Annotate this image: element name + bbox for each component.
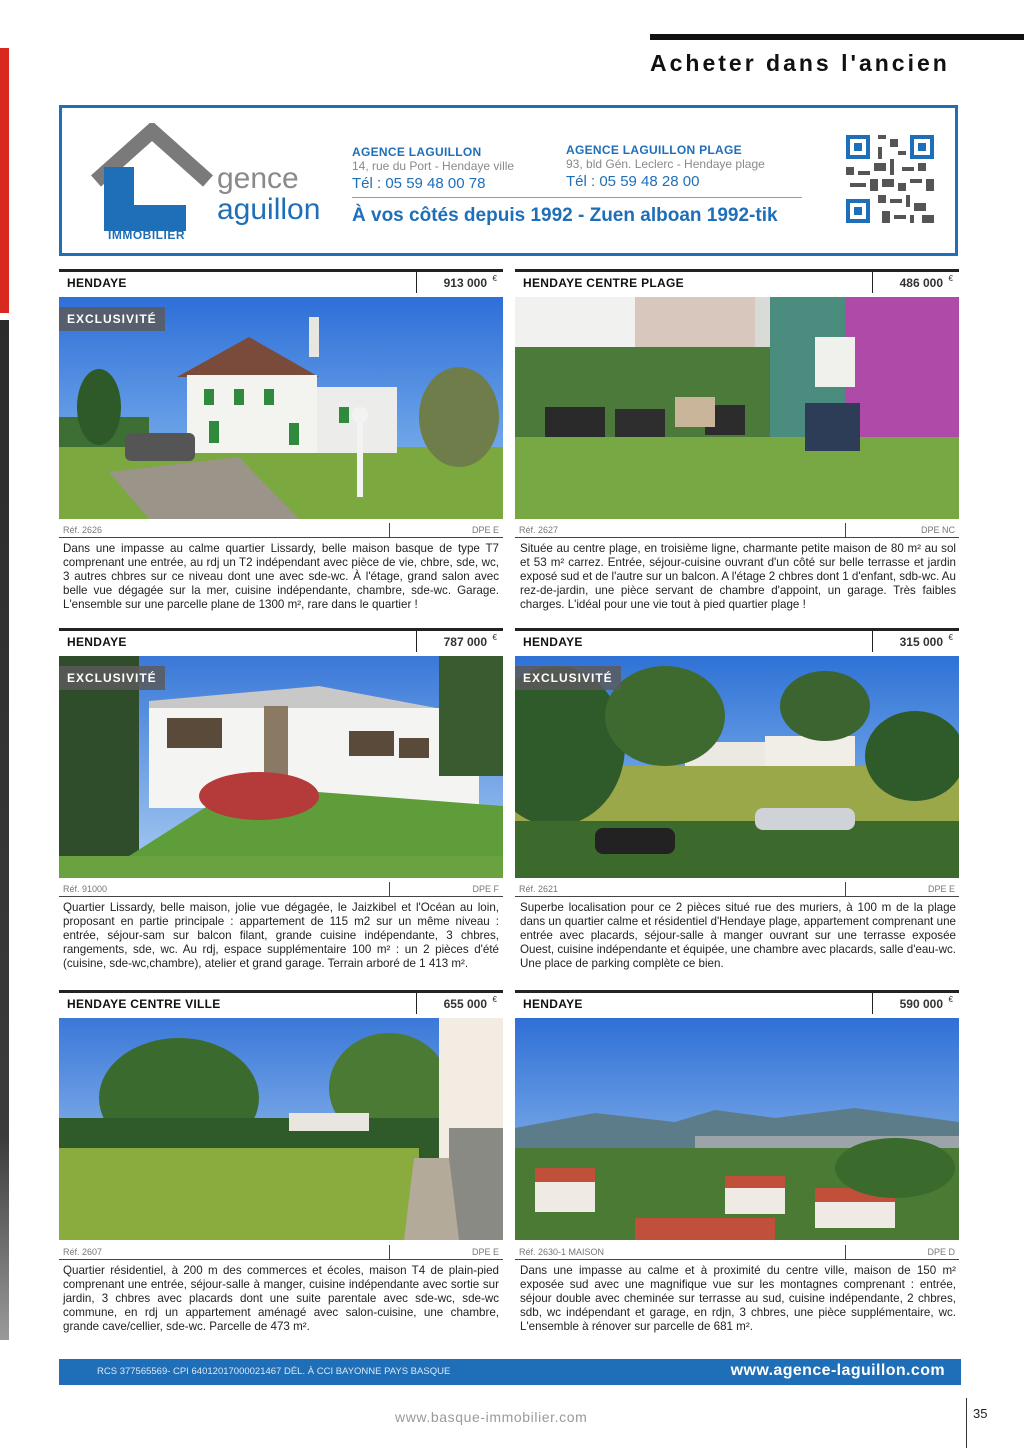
section-title: Acheter dans l'ancien — [650, 50, 950, 76]
euro-sign: € — [948, 274, 953, 283]
house-logo-icon — [90, 123, 230, 243]
listing-5-photo[interactable] — [59, 1018, 503, 1240]
listing-1-description: Dans une impasse au calme quartier Lissardy, belle maison basque de type T7 comprenant une entrée, au rdj un T2 indépendant avec pièce de vie, chbre, sde, wc, 3 autres chbres sur ce niveau dont une avec sde-wc. À l'étage, grand salon avec belle vue dégagée sur la mer, cuisine indépendante, chambre, sde-wc. Garage. L'ensemble sur une parcelle plane de 1300 m², rare dans le quartier ! — [63, 542, 499, 611]
euro-sign: € — [948, 633, 953, 642]
listing-4-description: Superbe localisation pour ce 2 pièces situé rue des muriers, à 100 m de la plage dans un quartier calme et résidentiel d'Hendaye plage, appartement comprenant une entrée avec placards, séjour-salle à manger ouvrant sur une terrasse exposée Ouest, cuisine indépendante et équipée, une chambre avec placards, salle d'eau-wc. Une place de parking complète ce bien. — [520, 901, 956, 970]
listing-3-dpe: DPE F — [472, 884, 499, 894]
office1-address: 14, rue du Port - Hendaye ville — [352, 159, 515, 173]
page-edge-red — [0, 48, 9, 313]
page-number-box — [966, 1398, 997, 1448]
office2-address: 93, bld Gén. Leclerc - Hendaye plage — [566, 157, 765, 171]
banner-divider — [352, 197, 802, 198]
listing-5-city: HENDAYE CENTRE VILLE — [67, 997, 221, 1011]
listing-4-ref-row — [515, 882, 959, 897]
listing-6-dpe: DPE D — [927, 1247, 955, 1257]
page-edge-dark — [0, 320, 9, 1340]
logo-text-aguillon: aguillon — [217, 193, 321, 226]
listing-4-city: HENDAYE — [523, 635, 583, 649]
listing-1-ref: Réf. 2626 — [63, 525, 103, 535]
listing-5-header — [59, 990, 503, 1014]
logo-subtitle: IMMOBILIER — [108, 228, 185, 242]
listing-2-image — [515, 297, 959, 519]
listing-6-city: HENDAYE — [523, 997, 583, 1011]
listing-3-description: Quartier Lissardy, belle maison, jolie vue dégagée, le Jaizkibel et l'Océan au loin, proposant en partie principale : appartement de 115 m2 sur un même niveau : entrée, séjour-sam sur balcon filant, grande cuisine indépendante, 3 chbres, rangements, sde, wc. Au rdj, espace supplémentaire 100 m² : un 2 pièces d'été (cuisine, sde-wc,chambre), atelier et grand garage. Terrain arboré de 1 413 m². — [63, 901, 499, 970]
listing-5-description: Quartier résidentiel, à 200 m des commerces et écoles, maison T4 de plain-pied comprenant une entrée, séjour-salle à manger, cuisine indépendante avec sortie sur jardin, 3 chbres avec placards dont une suite parentale avec sde-wc, sde-wc commune, en rdj un appartement aménagé avec salon-cuisine, une chambre, grande cave/cellier, sde-wc. Parcelle de 473 m². — [63, 1264, 499, 1333]
listing-6-image — [515, 1018, 959, 1240]
exclusivity-badge: EXCLUSIVITÉ — [59, 666, 165, 690]
listing-1-dpe: DPE E — [471, 525, 499, 535]
listing-2-dpe: DPE NC — [920, 525, 955, 535]
listing-3-header — [59, 628, 503, 652]
footer-website-link[interactable]: www.agence-laguillon.com — [730, 1362, 945, 1379]
listing-1-ref-row — [59, 523, 503, 538]
office1-name: AGENCE LAGUILLON — [352, 145, 482, 159]
page-number: 35 — [973, 1406, 988, 1421]
listing-5-ref-row — [59, 1245, 503, 1260]
listing-1-price: 913 000 — [443, 276, 487, 290]
listing-2-city: HENDAYE CENTRE PLAGE — [523, 276, 684, 290]
office2-phone[interactable]: Tél : 05 59 48 28 00 — [566, 173, 700, 190]
listing-2-header — [515, 269, 959, 293]
office1-phone[interactable]: Tél : 05 59 48 00 78 — [352, 175, 486, 192]
listing-4-ref: Réf. 2621 — [519, 884, 559, 894]
listing-3-ref-row — [59, 882, 503, 897]
listing-3-ref: Réf. 91000 — [63, 884, 108, 894]
listing-6-ref: Réf. 2630-1 MAISON — [519, 1247, 605, 1257]
listing-3-price: 787 000 — [443, 635, 487, 649]
listing-1-header — [59, 269, 503, 293]
listing-6-ref-row — [515, 1245, 959, 1260]
listing-5-price: 655 000 — [443, 997, 487, 1011]
listing-4-price: 315 000 — [899, 635, 943, 649]
footer-legal: RCS 377565569- CPI 64012017000021467 DÉL. À CCI BAYONNE PAYS BASQUE — [97, 1366, 451, 1377]
listing-6-header — [515, 990, 959, 1014]
agency-slogan: À vos côtés depuis 1992 - Zuen alboan 1992-tik — [352, 205, 778, 226]
listing-4-dpe: DPE E — [927, 884, 955, 894]
euro-sign: € — [492, 995, 497, 1004]
listing-5-dpe: DPE E — [471, 1247, 499, 1257]
listing-4-photo[interactable] — [515, 656, 959, 878]
listing-1-photo[interactable] — [59, 297, 503, 519]
listing-2-photo[interactable] — [515, 297, 959, 519]
qr-code-icon[interactable] — [846, 135, 934, 223]
listing-6-description: Dans une impasse au calme et à proximité du centre ville, maison de 150 m² exposée sud avec une magnifique vue sur les montagnes comprenant : entrée, séjour double avec cheminée sur terrasse au sud, cuisine indépendante, 2 chbres, sdb, wc indépendant et garage, en rdjn, 3 chbres, une pièce supplémentaire, wc. L'ensemble à rénover sur parcelle de 681 m². — [520, 1264, 956, 1333]
euro-sign: € — [492, 633, 497, 642]
exclusivity-badge: EXCLUSIVITÉ — [59, 307, 165, 331]
bottom-site-link[interactable]: www.basque-immobilier.com — [395, 1409, 588, 1425]
header-rule — [650, 34, 1024, 40]
listing-2-price: 486 000 — [899, 276, 943, 290]
logo-text-gence: gence — [217, 162, 299, 195]
listing-6-photo[interactable] — [515, 1018, 959, 1240]
listing-6-price: 590 000 — [899, 997, 943, 1011]
listing-2-ref: Réf. 2627 — [519, 525, 559, 535]
exclusivity-badge: EXCLUSIVITÉ — [515, 666, 621, 690]
listing-1-city: HENDAYE — [67, 276, 127, 290]
footer-bar — [59, 1359, 961, 1385]
listing-3-photo[interactable] — [59, 656, 503, 878]
euro-sign: € — [492, 274, 497, 283]
listing-3-city: HENDAYE — [67, 635, 127, 649]
listing-4-header — [515, 628, 959, 652]
euro-sign: € — [948, 995, 953, 1004]
office2-name: AGENCE LAGUILLON PLAGE — [566, 143, 742, 157]
agency-banner — [59, 105, 958, 256]
listing-5-image — [59, 1018, 503, 1240]
listing-5-ref: Réf. 2607 — [63, 1247, 103, 1257]
listing-2-ref-row — [515, 523, 959, 538]
listing-2-description: Située au centre plage, en troisième ligne, charmante petite maison de 80 m² au sol et 53 m² carrez. Entrée, séjour-cuisine ouvrant d'un côté sur belle terrasse et jardin exposé sud et de l'autre sur un balcon. A l'étage 2 chbres dont 1 d'enfant, sdb-wc. Au rez-de-jardin, une pièce servant de chambre d'appoint, un garage. Très faibles charges. L'idéal pour une vie tout à pied quartier plage ! — [520, 542, 956, 611]
